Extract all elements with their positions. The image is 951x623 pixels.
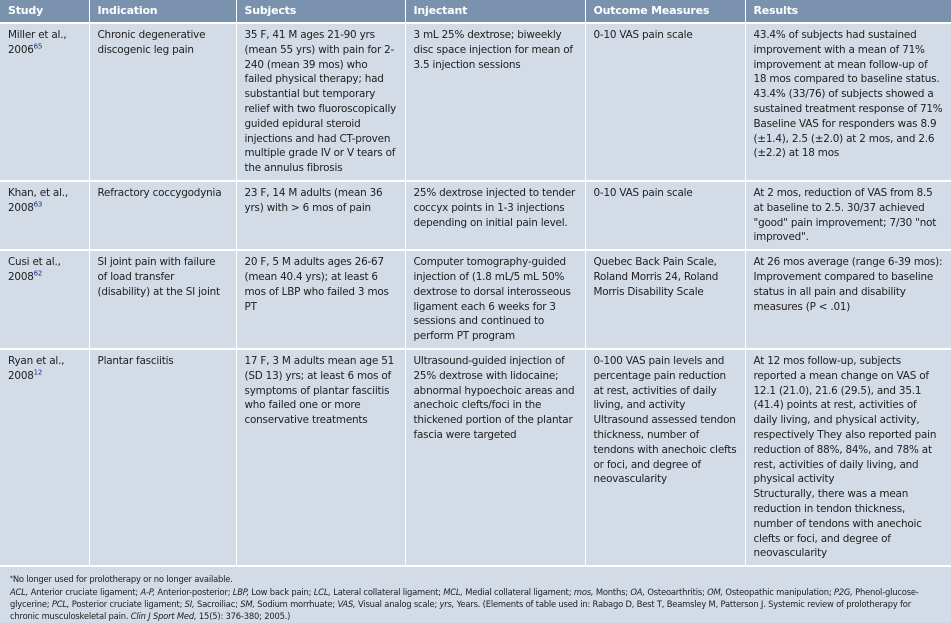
header-indication: Indication <box>89 0 236 23</box>
outcome-line: 0-10 VAS pain scale <box>593 186 693 199</box>
abbreviation-term: LBP, <box>232 586 249 597</box>
cell-study <box>0 250 89 349</box>
table-header-row <box>0 0 951 23</box>
header-outcome-measures: Outcome Measures <box>585 0 745 23</box>
abbreviation-term: PCL, <box>51 598 70 609</box>
cell-indication: Chronic degenerative discogenic leg pain <box>89 23 236 181</box>
abbreviation-term: A-P, <box>140 586 155 597</box>
abbreviation-definition: Low back pain; <box>248 586 314 597</box>
result-line: At 26 mos average (range 6-39 mos): Improvement compared to baseline status in all pain and disability measures (P < .01) <box>753 256 943 313</box>
cell-outcome-measures <box>585 181 745 250</box>
result-line: At 12 mos follow-up, subjects reported a mean change on VAS of 12.1 (21.0), 21.6 (29.5), and 35.1 (41.4) points at rest, activities of daily living, and physical activity, respectively They also reported pain reduction of 88%, 84%, and 78% at rest, activities of daily living, and physical activity <box>753 354 937 486</box>
abbreviation-term: mos, <box>573 586 594 597</box>
abbreviation-definition: Years. <box>454 598 483 609</box>
result-line: Structurally, there was a mean reduction in tendon thickness, number of tendons with anechoic clefts or foci, and degree of neovascularity <box>753 488 922 560</box>
cell-indication: Plantar fasciitis <box>89 349 236 566</box>
abbreviation-definition: Sacroiliac; <box>194 598 241 609</box>
header-study: Study <box>0 0 89 23</box>
study-citation: Miller et al., 2006 <box>8 29 67 56</box>
table-row <box>0 250 951 349</box>
abbreviation-definition: Anterior cruciate ligament; <box>28 586 141 597</box>
cell-results <box>745 250 951 349</box>
cell-outcome-measures <box>585 349 745 566</box>
header-injectant: Injectant <box>405 0 585 23</box>
header-results: Results <box>745 0 951 23</box>
table-footnotes <box>0 567 951 623</box>
abbreviation-term: LCL, <box>313 586 331 597</box>
cell-study <box>0 23 89 181</box>
reference-number: 63 <box>33 200 43 209</box>
cell-results <box>745 181 951 250</box>
cell-indication: SI joint pain with failure of load transfer (disability) at the SI joint <box>89 250 236 349</box>
table-row <box>0 349 951 566</box>
reference-number: 12 <box>33 368 43 377</box>
source-journal: Clin J Sport Med, <box>130 611 197 622</box>
table-row <box>0 181 951 250</box>
cell-results <box>745 349 951 566</box>
cell-subjects: 23 F, 14 M adults (mean 36 yrs) with > 6 mos of pain <box>236 181 405 250</box>
cell-subjects: 17 F, 3 M adults mean age 51 (SD 13) yrs; at least 6 mos of symptoms of plantar fasciitis who failed one or more conservative treatments <box>236 349 405 566</box>
cell-outcome-measures <box>585 250 745 349</box>
abbreviation-definition: Osteoarthritis; <box>644 586 708 597</box>
asterisk-mark: * <box>10 575 13 583</box>
cell-injectant: 3 mL 25% dextrose; biweekly disc space injection for mean of 3.5 injection sessions <box>405 23 585 181</box>
cell-study <box>0 349 89 566</box>
result-line: 43.4% of subjects had sustained improvement with a mean of 71% improvement at mean follow-up of 18 mos compared to baseline status. <box>753 29 940 86</box>
asterisk-note: No longer used for prolotherapy or no longer available. <box>12 574 233 585</box>
result-line: Baseline VAS for responders was 8.9 (±1.4), 2.5 (±2.0) at 2 mos, and 2.6 (±2.2) at 18 mos <box>753 117 937 160</box>
reference-number: 62 <box>33 269 43 278</box>
abbreviation-definition: Visual analog scale; <box>355 598 440 609</box>
outcome-line: 0-100 VAS pain levels and percentage pain reduction at rest, activities of daily living, and activity <box>593 354 726 412</box>
cell-injectant: Ultrasound-guided injection of 25% dextrose with lidocaine; abnormal hypoechoic areas and anechoic clefts/foci in the thickened portion of the plantar fascia were targeted <box>405 349 585 566</box>
abbreviation-term: MCL, <box>443 586 463 597</box>
study-citation: Khan, et al., 2008 <box>8 186 68 214</box>
outcome-line: 0-10 VAS pain scale <box>593 29 693 41</box>
abbreviation-definition: Phenol-glucose-glycerine; <box>10 586 919 609</box>
abbreviation-term: ACL, <box>10 586 29 597</box>
abbreviation-definition: Sodium morrhuate; <box>254 598 338 609</box>
outcome-line: Quebec Back Pain Scale, Roland Morris 24, Roland Morris Disability Scale <box>593 256 719 298</box>
result-line: 43.4% (33/76) of subjects showed a sustained treatment response of 71% <box>753 88 943 115</box>
abbreviation-definition: Anterior-posterior; <box>154 586 233 597</box>
abbreviation-definition: Lateral collateral ligament; <box>330 586 444 597</box>
cell-study <box>0 181 89 250</box>
abbreviation-definition: Medial collateral ligament; <box>462 586 574 597</box>
cell-subjects: 35 F, 41 M ages 21-90 yrs (mean 55 yrs) with pain for 2-240 (mean 39 mos) who failed physical therapy; had substantial but temporary relief with two fluoroscopically guided epidural steroid injections and had CT-proven multiple grade IV or V tears of the annulus fibrosis <box>236 23 405 181</box>
cell-results <box>745 23 951 181</box>
table-row <box>0 23 951 181</box>
abbreviation-term: OM, <box>707 586 723 597</box>
abbreviation-term: SI, <box>184 598 195 609</box>
reference-number: 65 <box>33 42 43 51</box>
source-citation-prefix: (Elements of table used in: Rabago D, Best T, Beamsley M, Patterson J. Systemic review of prolotherapy for chronic musculoskeletal pain. <box>10 598 911 622</box>
study-citation: Cusi et al., 2008 <box>8 256 61 283</box>
abbreviation-definition: Osteopathic manipulation; <box>722 586 834 597</box>
source-citation-suffix: 15(5): 376-380; 2005.) <box>196 611 291 622</box>
cell-injectant: 25% dextrose injected to tender coccyx points in 1-3 injections depending on initial pain level. <box>405 181 585 250</box>
cell-injectant: Computer tomography-guided injection of (1.8 mL/5 mL 50% dextrose to dorsal interosseous ligament each 6 weeks for 3 sessions and continued to perform PT program <box>405 250 585 349</box>
abbreviation-term: SM, <box>240 598 255 609</box>
asterisk-footnote <box>10 573 941 585</box>
result-line: At 2 mos, reduction of VAS from 8.5 at baseline to 2.5. 30/37 achieved "good" pain improvement; 7/30 "not improved". <box>753 186 937 244</box>
header-subjects: Subjects <box>236 0 405 23</box>
abbreviation-term: OA, <box>630 586 645 597</box>
outcome-line: Ultrasound assessed tendon thickness, number of tendons with anechoic clefts or foci, and degree of neovascularity <box>593 414 737 486</box>
abbreviations-footnote <box>10 586 941 623</box>
abbreviation-term: P2G, <box>833 586 853 597</box>
abbreviation-term: VAS, <box>337 598 356 609</box>
cell-outcome-measures <box>585 23 745 181</box>
abbreviation-definition: Months; <box>593 586 631 597</box>
abbreviation-definition: Posterior cruciate ligament; <box>69 598 185 609</box>
study-citation: Ryan et al., 2008 <box>8 354 65 382</box>
cell-subjects: 20 F, 5 M adults ages 26-67 (mean 40.4 yrs); at least 6 mos of LBP who failed 3 mos PT <box>236 250 405 349</box>
cell-indication: Refractory coccygodynia <box>89 181 236 250</box>
abbreviation-term: yrs, <box>439 598 455 609</box>
